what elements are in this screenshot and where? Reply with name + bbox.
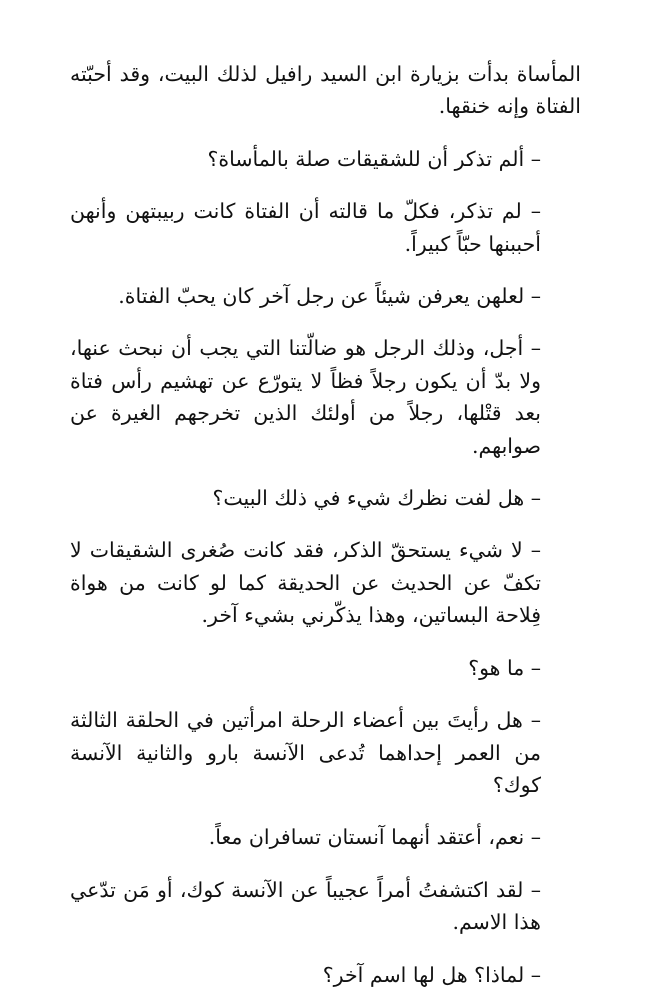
paragraph-8: – ما هو؟ [468,655,541,680]
paragraph-5: – أجل، وذلك الرجل هو ضالّتنا التي يجب أن نبحث عنها، ولا بدّ أن يكون رجلاً فظاً لا يتورّع عن تهشيم رأس فتاة بعد قتْلها، رجلاً من أولئك الذين تخرجهم الغيرة عن صوابهم. [70,336,541,458]
paragraph-7: – لا شيء يستحقّ الذكر، فقد كانت صُغرى الشقيقات لا تكفّ عن الحديث عن الحديقة كما لو كانت من هواة فِلاحة البساتين، وهذا يذكّرني بشيء آخر. [70,538,541,628]
paragraph-10: – نعم، أعتقد أنهما آنستان تسافران معاً. [208,825,541,850]
paragraph-3: – لم تذكر، فكلّ ما قالته أن الفتاة كانت ربيبتهن وأنهن أحببنها حبّاً كبيراً. [70,199,541,256]
paragraph-9: – هل رأيتَ بين أعضاء الرحلة امرأتين في الحلقة الثالثة من العمر إحداهما تُدعى الآنسة بارو والثانية الآنسة كوك؟ [70,708,541,797]
paragraph-2: – ألم تذكر أن للشقيقات صلة بالمأساة؟ [207,146,541,171]
paragraph-4: – لعلهن يعرفن شيئاً عن رجل آخر كان يحبّ الفتاة. [118,284,541,309]
paragraph-12: – لماذا؟ هل لها اسم آخر؟ [322,962,541,987]
paragraph-11: – لقد اكتشفتُ أمراً عجيباً عن الآنسة كوك، أو مَن تدّعي هذا الاسم. [70,877,541,935]
paragraph-6: – هل لفت نظرك شيء في ذلك البيت؟ [212,486,541,511]
paragraph-1: المأساة بدأت بزيارة ابن السيد رافيل لذلك البيت، وقد أحبّته الفتاة وإنه خنقها. [70,62,581,119]
